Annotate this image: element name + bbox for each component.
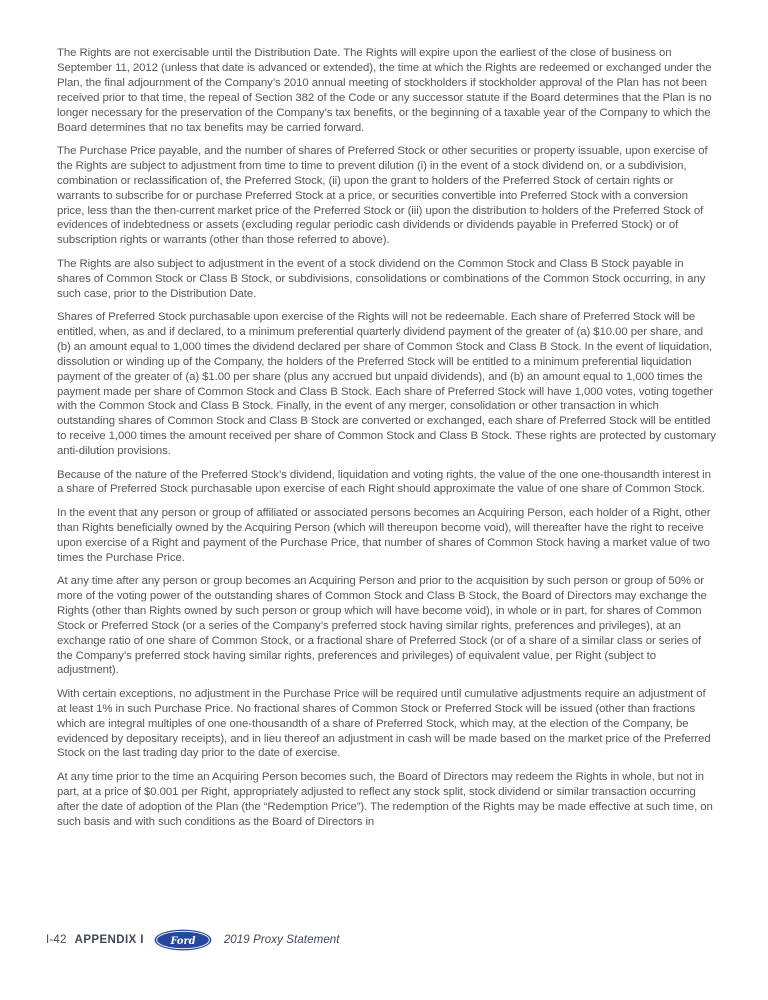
paragraph: Shares of Preferred Stock purchasable upon exercise of the Rights will not be redeemable. Each share of Preferred Stock will be entitled, when, as and if declared, to a minimum preferential quarterly dividend payment of the greater of (a) $10.00 per share, and (b) an amount equal to 1,000 times the dividend declared per share of Common Stock and Class B Stock. In the event of liquidation, dissolution or winding up of the Company, the holders of the Preferred Stock will be entitled to a minimum preferential liquidation payment of the greater of (a) $1.00 per share (plus any accrued but unpaid dividends), and (b) an amount equal to 1,000 times the payment made per share of Common Stock and Class B Stock. Each share of Preferred Stock will have 1,000 votes, voting together with the Common Stock and Class B Stock. Finally, in the event of any merger, consolidation or other transaction in which outstanding shares of Common Stock and Class B Stock are converted or exchanged, each share of Preferred Stock will be entitled to receive 1,000 times the amount received per share of Common Stock and Class B Stock. These rights are protected by customary anti-dilution provisions.: [57, 311, 716, 458]
page-body-text: [57, 46, 716, 838]
paragraph: The Purchase Price payable, and the number of shares of Preferred Stock or other securities or property issuable, upon exercise of the Rights are subject to adjustment from time to time to prevent dilution (i) in the event of a stock dividend on, or a subdivision, combination or reclassification of, the Preferred Stock, (ii) upon the grant to holders of the Preferred Stock of certain rights or warrants to subscribe for or purchase Preferred Stock at a price, or securities convertible into Preferred Stock with a conversion price, less than the then-current market price of the Preferred Stock or (iii) upon the distribution to holders of the Preferred Stock of evidences of indebtedness or assets (excluding regular periodic cash dividends or dividends payable in Preferred Stock) or of subscription rights or warrants (other than those referred to above).: [57, 144, 708, 247]
paragraph: Because of the nature of the Preferred Stock’s dividend, liquidation and voting rights, the value of the one one-thousandth interest in a share of Preferred Stock purchasable upon exercise of each Right should approximate the value of one share of Common Stock.: [57, 468, 711, 496]
ford-logo-icon: [154, 929, 212, 951]
appendix-label: APPENDIX I: [74, 934, 144, 946]
paragraph: The Rights are not exercisable until the Distribution Date. The Rights will expire upon the earliest of the close of business on September 11, 2012 (unless that date is advanced or extended), the time at which the Rights are redeemed or exchanged under the Plan, the final adjournment of the Company’s 2010 annual meeting of stockholders if stockholder approval of the Plan has not been received prior to that time, the repeal of Section 382 of the Code or any successor statute if the Board determines that the Plan is no longer necessary for the preservation of the Company’s tax benefits, or the beginning of a taxable year of the Company to which the Board determines that no tax benefits may be carried forward.: [57, 47, 712, 134]
page-number: I-42: [46, 934, 67, 946]
paragraph: At any time prior to the time an Acquiring Person becomes such, the Board of Directors may redeem the Rights in whole, but not in part, at a price of $0.001 per Right, appropriately adjusted to reflect any stock split, stock dividend or similar transaction occurring after the date of adoption of the Plan (the “Redemption Price”). The redemption of the Rights may be made effective at such time, on such basis and with such conditions as the Board of Directors in: [57, 770, 713, 828]
document-title: 2019 Proxy Statement: [223, 934, 340, 946]
page-footer: [46, 928, 340, 952]
paragraph: In the event that any person or group of affiliated or associated persons becomes an Acquiring Person, each holder of a Right, other than Rights beneficially owned by the Acquiring Person (which will thereupon become void), will thereafter have the right to receive upon exercise of a Right and payment of the Purchase Price, that number of shares of Common Stock having a market value of two times the Purchase Price.: [57, 506, 711, 564]
paragraph: The Rights are also subject to adjustment in the event of a stock dividend on the Common Stock and Class B Stock payable in shares of Common Stock or Class B Stock, or subdivisions, consolidations or combinations of the Common Stock occurring, in any such case, prior to the Distribution Date.: [57, 257, 706, 300]
paragraph: At any time after any person or group becomes an Acquiring Person and prior to the acquisition by such person or group of 50% or more of the voting power of the outstanding shares of Common Stock and Class B Stock, the Board of Directors may exchange the Rights (other than Rights owned by such person or group which will have become void), in whole or in part, for shares of Common Stock or Preferred Stock (or a series of the Company’s preferred stock having similar rights, preferences and privileges), at an exchange ratio of one share of Common Stock, or a fractional share of Preferred Stock (or of a share of a similar class or series of the Company’s preferred stock having similar rights, preferences and privileges) of equivalent value, per Right (subject to adjustment).: [57, 575, 707, 677]
paragraph: With certain exceptions, no adjustment in the Purchase Price will be required until cumulative adjustments require an adjustment of at least 1% in such Purchase Price. No fractional shares of Common Stock or Preferred Stock will be issued (other than fractions which are integral multiples of one one-thousandth of a share of Preferred Stock, which may, at the election of the Company, be evidenced by depositary receipts), and in lieu thereof an adjustment in cash will be made based on the market price of the Preferred Stock on the last trading day prior to the date of exercise.: [57, 687, 711, 760]
ford-logo-text: Ford: [170, 935, 196, 947]
